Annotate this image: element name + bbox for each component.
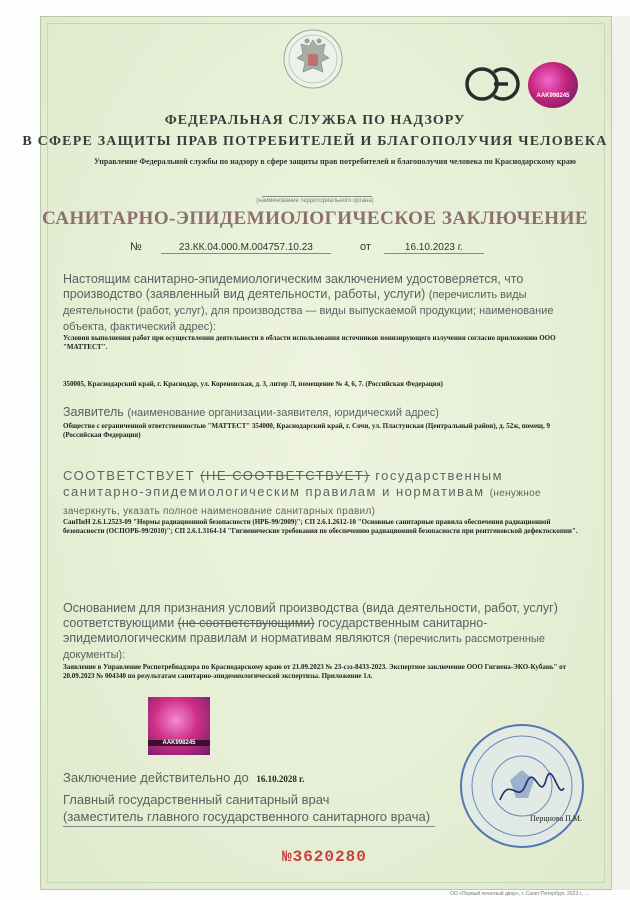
compliance-note: (ненужное зачеркнуть, указать полное наименование санитарных правил) [63,488,541,517]
document-date: 16.10.2023 г. [384,242,484,254]
document-number-line [130,241,484,254]
validity-label: Заключение действительно до [63,770,249,785]
corresponds-word: СООТВЕТСТВУЕТ [63,468,196,483]
compliance-statement [63,468,583,520]
compliance-rest: государственным санитарно-эпидемиологическим правилам и нормативам [63,468,504,499]
activity-intro-note: (перечислить виды деятельности (работ, услуг), для производства — виды выпускаемой продукции; наименование объекта, фактический адрес): [63,289,554,333]
territorial-body-caption: (наименование территориального органа) [256,198,374,204]
hologram-sticker-bottom [148,697,210,755]
territorial-department: Управление Федеральной службы по надзору в сфере защиты прав потребителей и благополучия человека по Краснодарскому краю [94,157,576,166]
department-underline [262,196,372,197]
applicant-label: Заявитель [63,405,124,419]
not-corresponds-struck: (НЕ СООТВЕТСТВУЕТ) [200,468,371,483]
se-mark-logo [464,64,528,104]
basis-struck: (не соответствующими) [177,616,315,630]
basis-intro-a: Основанием для признания условий производства (вида деятельности, работ, услуг) соответствующими [63,601,558,630]
agency-title-line1: ФЕДЕРАЛЬНАЯ СЛУЖБА ПО НАДЗОРУ [164,113,466,128]
document-number: 23.КК.04.000.М.004757.10.23 [161,242,331,254]
signatory-title-1: Главный государственный санитарный врач [63,792,330,807]
basis-note: (перечислить рассмотренные документы): [63,633,546,661]
basis-intro-b: государственным санитарно-эпидемиологическим правилам и нормативам являются [63,616,488,645]
basis-intro [63,601,583,663]
activity-intro [63,272,583,335]
activity-address: 350005, Краснодарский край, г. Краснодар, ул. Кореновская, д. 3, литер Л, помещение № 4, 6, 7. (Российская Федерация) [63,380,443,388]
coat-of-arms-emblem [283,28,343,90]
applicant-value: Общество с ограниченной ответственностью "МАТТЕСТ" 354000, Краснодарский край, г. Сочи, ул. Пластунская (Центральный район), д. 52ж, помещ. 9 (Российская Федерация) [63,422,550,439]
validity-line [63,770,304,785]
printer-footer: ОО «Первый печатный двор», г. Санкт-Петербург, 2023 г., ... [450,891,590,897]
hologram-sticker-top [528,62,578,108]
signatory-title-2: (заместитель главного государственного санитарного врача) [63,809,431,824]
agency-title-line2: В СФЕРЕ ЗАЩИТЫ ПРАВ ПОТРЕБИТЕЛЕЙ И БЛАГОПОЛУЧИЯ ЧЕЛОВЕКА [22,134,608,149]
basis-value: Заявление в Управление Роспотребнадзора по Краснодарскому краю от 21.09.2023 № 23-сэз-8433-2023. Экспертное заключение ООО Гигиена-ЭКО-Кубань" от 20.09.2023 № 004340 по результатам санитарно-эпидемиологической экспертизы. Приложение 1л. [63,663,567,680]
signature-scribble [496,770,566,810]
date-label: от [359,241,371,253]
compliance-value: СанПиН 2.6.1.2523-09 "Нормы радиационной безопасности (НРБ-99/2009)"; СП 2.6.1.2612-10 "Основные санитарные правила обеспечения радиационной безопасности (ОСПОРБ-99/2010)"; СП 2.6.1.3164-14 "Гигиенические требования по обеспечению радиационной безопасности при рентгеновской дефектоскопии". [63,518,578,535]
signatory-underline [63,826,435,827]
hologram-serial-top: AAK998245 [536,93,570,99]
activity-value: Условия выполнения работ при осуществлении деятельности в области использования источников ионизирующего излучения согласно приложению ООО "МАТТЕСТ". [63,334,556,351]
applicant-note: (наименование организации-заявителя, юридический адрес) [127,407,439,419]
form-serial-number: №3620280 [282,848,367,866]
activity-intro-text: Настоящим санитарно-эпидемиологическим заключением удостоверяется, что производство (заявленный вид деятельности, работы, услуги) [63,272,524,301]
signatory-name: Перцнова П.М. [530,814,583,823]
number-label: № [130,241,142,253]
validity-date: 16.10.2028 г. [256,774,305,784]
document-title: САНИТАРНО-ЭПИДЕМИОЛОГИЧЕСКОЕ ЗАКЛЮЧЕНИЕ [41,208,589,229]
applicant-intro [63,405,583,421]
hologram-serial-bottom: AAK998245 [148,740,210,746]
